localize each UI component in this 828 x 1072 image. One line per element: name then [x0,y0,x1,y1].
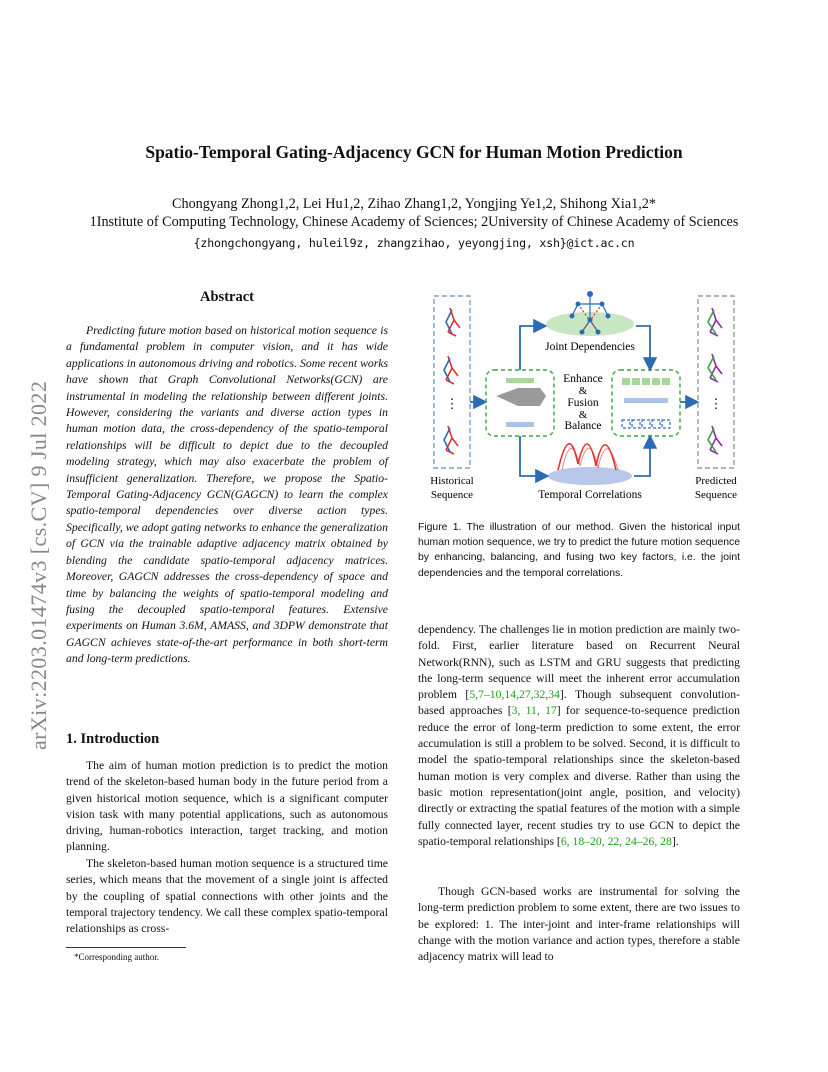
affiliations: 1Institute of Computing Technology, Chinese Academy of Sciences; 2University of Chinese Academy of Sciences [89,214,739,230]
label-historical-1: Historical [430,475,474,487]
arxiv-stamp [22,290,52,750]
historical-skeletons [444,308,460,454]
text-span: ]. [671,834,679,848]
historical-box [434,296,470,468]
intro-paragraph-1: The aim of human motion prediction is to predict the motion trend of the skeleton-based human body in the future period from a given historical motion sequence, which is a significant computer vision task with many potential applications, such as autonomous driving, human-robotics interaction, target tracking, and motion planning. [66,759,388,854]
right-paragraph-2: Though GCN-based works are instrumental for solving the long-term prediction problem to some extent, there are two issues to be explored: 1. The inter-joint and inter-frame relationships will change with the motion variance and action types, therefore a stable adjacency matrix will lead to [418,885,740,964]
label-enhance: Enhance [563,373,603,385]
text-span: dependency. The challenges lie in motion prediction are mainly two-fold. First, earlier literature based on Recurrent Neural Network(RNN), such as LSTM and GRU suggests that predicting the long-term sequence will meet the inherent error accumulation problem [ [418,623,740,702]
text-span: ]. Though subsequent convolution-based approaches [ [418,688,740,718]
predicted-box [698,296,734,468]
abstract-text: Predicting future motion based on historical motion sequence is a fundamental problem in computer vision, and it has wide applications in autonomous driving and robotics. Some recent works have shown that Graph Convolutional Networks(GCN) are instrumental in modeling the relationship between different joints. However, considering the variants and diverse action types in human motion data, the cross-dependency of the spatio-temporal relationships will be difficult to depict due to the decoupled modeling strategy, which may also exacerbate the problem of insufficient generalization. Therefore, we propose the Spatio-Temporal Gating-Adjacency GCN(GAGCN) to learn the complex spatio-temporal dependencies over diverse action types. Specifically, we adopt gating networks to enhance the generalization of GCN via the trainable adaptive adjacency matrix obtained by blending the candidate spatio-temporal adjacency matrices. Moreover, GAGCN addresses the cross-dependency of space and time by balancing the weights of spatio-temporal modeling and fusing the decoupled spatio-temporal features. Extensive experiments on Human 3.6M, AMASS, and 3DPW demonstrate that GAGCN achieves state-of-the-art performance in both short-term and long-term predictions. [66,324,388,666]
label-amp-1: & [578,385,588,397]
paper-title: Spatio-Temporal Gating-Adjacency GCN for Human Motion Prediction [145,142,683,162]
label-joint-dependencies: Joint Dependencies [545,341,635,353]
temporal-ellipse [548,467,632,485]
text-span: ] for sequence-to-sequence prediction reduce the error of long-term prediction to some extent, the error accumulation is still a problem to be solved. Second, it is difficult to model the spatio-temporal relationships since the skeleton-based human motion is very complex and diverse. Rather than using the basic motion representation(joint angle, position, and velocity) directly or extracting the spatial features of the motion with a simple fully connected layer, recent studies try to use GCN to depict the spatio-temporal relationships [ [418,704,740,848]
arxiv-id: arXiv:2203.01474v3 [cs.CV] 9 Jul 2022 [26,380,51,750]
abstract-heading: Abstract [200,289,254,305]
citation-link[interactable]: 3, 11, 17 [511,704,557,718]
label-predicted-1: Predicted [695,475,737,487]
footnote: *Corresponding author. [74,952,159,962]
label-temporal-correlations: Temporal Correlations [538,489,642,501]
label-predicted-2: Sequence [694,489,738,501]
label-balance: Balance [564,420,602,432]
label-fusion: Fusion [567,397,599,409]
right-paragraph-1 [418,622,740,850]
author-emails: {zhongchongyang, huleil9z, zhangzihao, yeyongjing, xsh}@ict.ac.cn [193,236,635,250]
historical-dots: ⋮ [445,396,459,411]
encoder-shape [496,388,546,406]
predicted-dots: ⋮ [709,396,723,411]
citation-link[interactable]: 5,7–10,14,27,32,34 [469,688,560,702]
label-historical-2: Sequence [430,489,474,501]
predicted-skeletons [708,308,722,454]
footnote-rule [66,947,186,948]
author-list: Chongyang Zhong1,2, Lei Hu1,2, Zihao Zhang1,2, Yongjing Ye1,2, Shihong Xia1,2* [172,196,656,212]
section-heading-introduction: 1. Introduction [66,731,160,747]
temporal-waves [558,444,616,470]
citation-link[interactable]: 6, 18–20, 22, 24–26, 28 [560,834,672,848]
intro-paragraph-2: The skeleton-based human motion sequence is a structured time series, which means that the movement of a single joint is affected by the coupling of spatial connections with other joints and the temporal trajectory tendency. We call these complex spatio-temporal relationships as cross- [66,857,388,936]
figure-caption: Figure 1. The illustration of our method. Given the historical input human motion sequence, we try to predict the future motion sequence by enhancing, balancing, and fusing two key factors, i.e. the joint dependencies and the temporal correlations. [418,522,740,579]
label-amp-2: & [578,409,588,421]
figure-1 [418,286,748,508]
